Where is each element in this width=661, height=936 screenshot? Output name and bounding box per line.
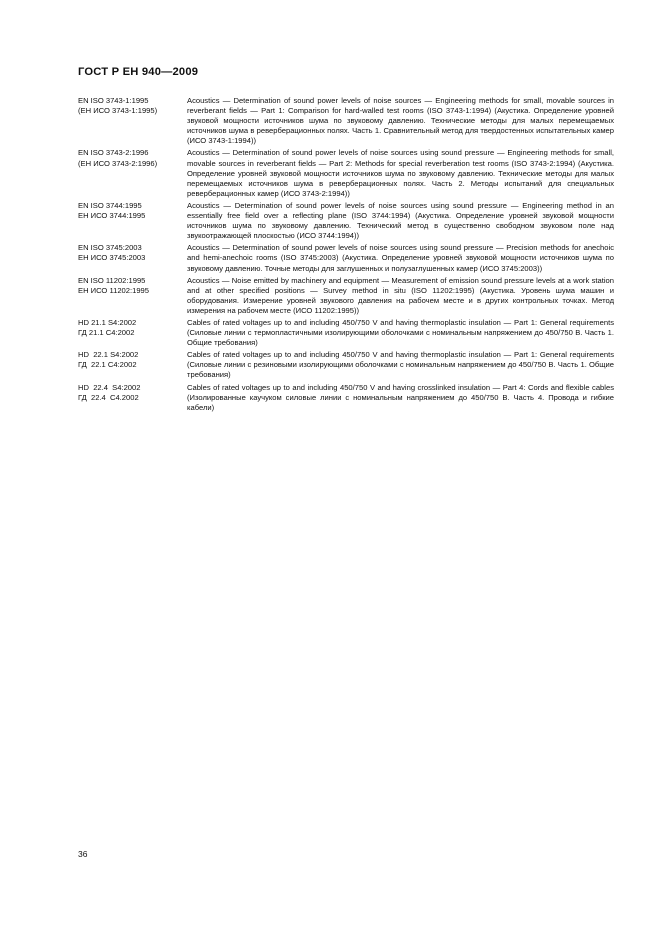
reference-code: EN ISO 3743-2:1996 (ЕН ИСО 3743-2:1996) <box>78 148 158 168</box>
reference-code: EN ISO 3744:1995 ЕН ИСО 3744:1995 <box>78 200 146 221</box>
reference-title: Cables of rated voltages up to and including 450/750 V and having crosslinked insulation — Part 4: Cords and flexible cables (Изолированные каучуком силовые линии с номинальным напряжением до 450/750 В. Часть 4. Провода и гибкие кабели) <box>187 382 614 412</box>
reference-code: HD 22.4 S4:2002 ГД 22.4 С4.2002 <box>78 382 141 402</box>
reference-title: Acoustics — Determination of sound power levels of noise sources using sound pressure — Precision methods for anechoic and hemi-anechoic rooms (ISO 3745:2003) (Акустика. Определение уровней звуковой мощности источников шума по звуковому давлению. Точные методы для заглушенных и полузаглушенных камер (ИСО 3745:2003)) <box>187 243 614 273</box>
reference-title: Acoustics — Determination of sound power levels of noise sources using sound pressure — Engineering methods for small, movable sources in reverberant fields — Part 2: Methods for special reverberation test rooms (ISO 3743-2:1994) (Акустика. Определение уровней звуковой мощности источников шума по звуковому давлению. Технические методы для малых перемещаемых источников шума в реверберационных полях. Часть 2. Методы испытаний для специальных реверберационных камер (ИСО 3743-2:1994)) <box>187 148 614 198</box>
reference-code: EN ISO 11202:1995 ЕН ИСО 11202:1995 <box>78 275 150 295</box>
reference-row <box>78 148 614 198</box>
page-title: ГОСТ Р ЕН 940—2009 <box>78 66 199 78</box>
reference-title: Cables of rated voltages up to and including 450/750 V and having thermoplastic insulation — Part 1: General requirements (Силовые линии с резиновыми изолирующими оболочками с номинальным напряжением до 450/750 В. Часть 1. Общие требования) <box>187 350 614 380</box>
reference-row <box>78 243 614 273</box>
reference-code: HD 21.1 S4:2002 ГД 21.1 С4:2002 <box>78 317 137 338</box>
reference-code: HD 22.1 S4:2002 ГД 22.1 С4:2002 <box>78 350 139 370</box>
reference-row <box>78 318 614 348</box>
reference-code: EN ISO 3743-1:1995 (ЕН ИСО 3743-1:1995) <box>78 96 158 116</box>
reference-row <box>78 276 614 316</box>
reference-title: Acoustics — Noise emitted by machinery and equipment — Measurement of emission sound pressure levels at a work station and at other specified positions — Survey method in situ (ISO 11202:1995) (Акустика. Уровень шума машин и оборудования. Измерение уровней звукового давления на рабочем месте и в других контрольных точках. Метод измерения на рабочем месте (ИСО 11202:1995)) <box>187 275 614 315</box>
reference-row <box>78 201 614 241</box>
reference-code: EN ISO 3745:2003 ЕН ИСО 3745:2003 <box>78 243 146 263</box>
reference-title: Cables of rated voltages up to and including 450/750 V and having thermoplastic insulation — Part 1: General requirements (Силовые линии с термопластичными изолирующими оболочками с номинальным напряжением до 450/750 В. Часть 1. Общие требования) <box>187 317 614 348</box>
reference-table <box>78 96 614 415</box>
reference-row <box>78 96 614 146</box>
reference-row <box>78 350 614 380</box>
reference-title: Acoustics — Determination of sound power levels of noise sources using sound pressure — Engineering method in an essentially free field over a reflecting plane (ISO 3744:1994) (Акустика. Определение уровней звуковой мощности источников шума по звуковому давлению. Технический метод в существенно свободном звуковом поле над звукоотражающей плоскостью (ИСО 3744:1994)) <box>187 200 614 241</box>
reference-title: Acoustics — Determination of sound power levels of noise sources — Engineering methods for small, movable sources in reverberant fields — Part 1: Comparison for hard-walled test rooms (ISO 3743-1:1994) (Акустика. Определение уровней звуковой мощности источников шума по звуковому давлению. Технические методы для малых перемещаемых источников шума в реверберационных полях. Часть 1. Сравнительный метод для твердостенных испытательных камер (ИСО 3743-1:1994)) <box>187 96 614 146</box>
page-number: 36 <box>78 849 88 859</box>
reference-row <box>78 383 614 413</box>
